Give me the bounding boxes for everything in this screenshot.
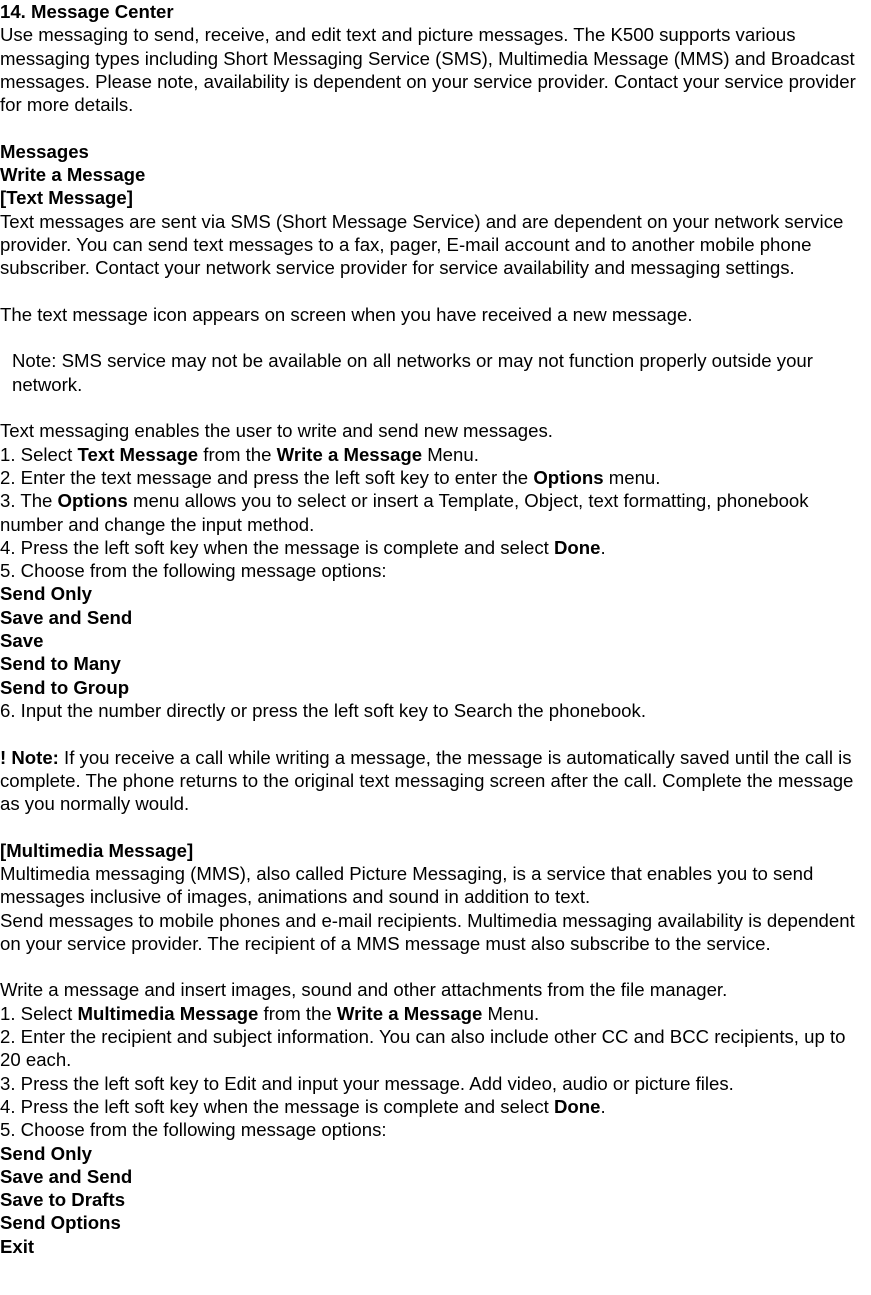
call-note (0, 746, 871, 816)
text-step-2-c: menu. (603, 466, 661, 488)
mms-step-4-a: 4. Press the left soft key when the message is complete and select (0, 1095, 554, 1117)
mms-option-send-options: Send Options (0, 1212, 121, 1234)
text-step-3-b: Options (57, 490, 128, 512)
text-step-2 (0, 466, 871, 489)
text-message-heading: [Text Message] (0, 187, 133, 209)
mms-step-1-c: from the (258, 1002, 337, 1024)
spacer (0, 955, 871, 978)
text-step-1-b: Text Message (77, 443, 199, 465)
mms-step-4-c: . (600, 1095, 606, 1117)
mms-step-1-d: Write a Message (336, 1002, 483, 1024)
mms-option-save-to-drafts: Save to Drafts (0, 1189, 126, 1211)
mms-step-5: 5. Choose from the following message options: (0, 1119, 387, 1141)
text-step-2-a: 2. Enter the text message and press the left soft key to enter the (0, 466, 534, 488)
text-option-send-only: Send Only (0, 583, 92, 605)
text-step-3 (0, 489, 871, 536)
call-note-text: If you receive a call while writing a message, the message is automatically saved until the call is complete. The phone returns to the original text messaging screen after the call. Complete the message as you normally would. (0, 746, 854, 815)
text-step-5: 5. Choose from the following message options: (0, 560, 387, 582)
text-option-send-to-many: Send to Many (0, 653, 121, 675)
spacer (0, 722, 871, 745)
text-step-1-d: Write a Message (276, 443, 423, 465)
text-step-4-b: Done (553, 536, 601, 558)
text-message-description: Text messages are sent via SMS (Short Message Service) and are dependent on your network service provider. You can send text messages to a fax, pager, E-mail account and to another mobile phone subscriber. Contact your network service provider for service availability and messaging settings. (0, 210, 844, 279)
text-step-6: 6. Input the number directly or press the left soft key to Search the phonebook. (0, 699, 646, 721)
mms-option-save-and-send: Save and Send (0, 1165, 133, 1187)
text-step-2-b: Options (533, 466, 604, 488)
text-option-save-and-send: Save and Send (0, 606, 133, 628)
text-option-save: Save (0, 630, 44, 652)
text-step-1 (0, 443, 871, 466)
text-step-3-c: menu allows you to select or insert a Template, Object, text formatting, phonebook number and change the input method. (0, 490, 809, 535)
mms-step-3: 3. Press the left soft key to Edit and input your message. Add video, audio or picture files. (0, 1072, 734, 1094)
mms-step-1-b: Multimedia Message (77, 1002, 259, 1024)
mms-step-4 (0, 1095, 871, 1118)
mms-option-send-only: Send Only (0, 1142, 92, 1164)
intro-paragraph: Use messaging to send, receive, and edit text and picture messages. The K500 supports various messaging types including Short Messaging Service (SMS), Multimedia Message (MMS) and Broadcast messages. Please note, availability is dependent on your service provider. Contact your service provider for more details. (0, 24, 856, 116)
mms-step-1 (0, 1002, 871, 1025)
spacer (0, 116, 871, 139)
multimedia-write-line: Write a message and insert images, sound and other attachments from the file manager. (0, 979, 728, 1001)
mms-step-2: 2. Enter the recipient and subject information. You can also include other CC and BCC recipients, up to 20 each. (0, 1026, 846, 1071)
multimedia-message-heading: [Multimedia Message] (0, 839, 194, 861)
text-option-send-to-group: Send to Group (0, 676, 130, 698)
mms-step-1-a: 1. Select (0, 1002, 78, 1024)
text-step-4 (0, 536, 871, 559)
text-message-icon-line: The text message icon appears on screen when you have received a new message. (0, 303, 693, 325)
mms-step-4-b: Done (553, 1095, 601, 1117)
messages-heading: Messages (0, 140, 89, 162)
multimedia-description-1: Multimedia messaging (MMS), also called Picture Messaging, is a service that enables you to send messages inclusive of images, animations and sound in addition to text. (0, 862, 814, 908)
call-note-label: ! Note: (0, 746, 59, 768)
spacer (0, 326, 871, 349)
text-step-1-c: from the (198, 443, 277, 465)
sms-note: Note: SMS service may not be available on all networks or may not function properly outside your network. (12, 350, 813, 395)
text-step-3-a: 3. The (0, 490, 58, 512)
write-message-heading: Write a Message (0, 164, 146, 186)
text-messaging-enables: Text messaging enables the user to write and send new messages. (0, 420, 553, 442)
spacer (0, 815, 871, 838)
section-title: 14. Message Center (0, 1, 174, 22)
multimedia-description-2: Send messages to mobile phones and e-mail recipients. Multimedia messaging availability is dependent on your service provider. The recipient of a MMS message must also subscribe to the service. (0, 909, 855, 954)
mms-step-1-e: Menu. (482, 1002, 540, 1024)
text-step-1-e: Menu. (422, 443, 479, 465)
spacer (0, 396, 871, 419)
text-step-4-a: 4. Press the left soft key when the message is complete and select (0, 536, 554, 558)
mms-option-exit: Exit (0, 1235, 35, 1257)
text-step-1-a: 1. Select (0, 443, 78, 465)
text-step-4-c: . (600, 536, 606, 558)
spacer (0, 280, 871, 303)
